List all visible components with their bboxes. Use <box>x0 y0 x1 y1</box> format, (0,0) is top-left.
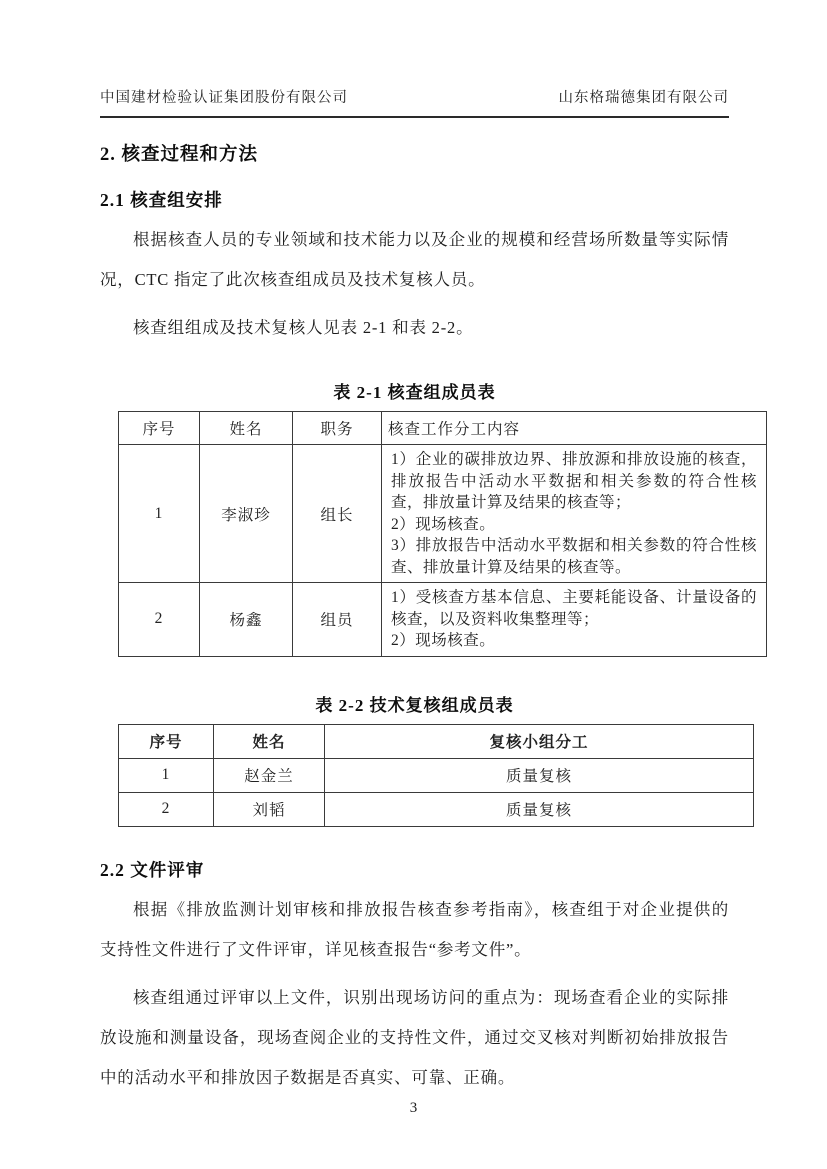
cell-no: 2 <box>119 583 200 657</box>
paragraph-site-visit-focus: 核查组通过评审以上文件，识别出现场访问的重点为：现场查看企业的实际排放设施和测量设备，现场查阅企业的支持性文件，通过交叉核对判断初始排放报告中的活动水平和排放因子数据是否真实、可靠、正确。 <box>100 987 729 1087</box>
table-header-row <box>119 724 754 758</box>
duty-line: 1）企业的碳排放边界、排放源和排放设施的核查，排放报告中活动水平数据和相关参数的符合性核查，排放量计算及结果的核查等； <box>391 451 757 511</box>
cell-no: 1 <box>119 445 200 583</box>
table-2-2-caption: 表 2-2 技术复核组成员表 <box>315 695 514 715</box>
cell-role: 组员 <box>293 583 382 657</box>
cell-duties <box>382 445 767 583</box>
cell-role: 组长 <box>293 445 382 583</box>
section-heading-2-2: 2.2 文件评审 <box>100 859 205 880</box>
section-heading-2-1: 2.1 核查组安排 <box>100 190 223 210</box>
table-row <box>119 758 754 792</box>
page-number: 3 <box>409 1100 418 1116</box>
section-heading-2: 2. 核查过程和方法 <box>100 145 259 165</box>
column-header-no: 序号 <box>119 724 214 758</box>
column-header-role: 职务 <box>293 412 382 445</box>
paragraph-verification-team: 根据核查人员的专业领域和技术能力以及企业的规模和经营场所数量等实际情况，CTC 指定了此次核查组成员及技术复核人员。 <box>100 230 729 289</box>
column-header-name: 姓名 <box>214 724 325 758</box>
duty-line: 3）排放报告中活动水平数据和相关参数的符合性核查、排放量计算及结果的核查等。 <box>391 537 757 576</box>
cell-name: 刘韬 <box>214 792 325 826</box>
cell-duty: 质量复核 <box>325 792 754 826</box>
table-header-row <box>119 412 767 445</box>
verification-team-table <box>118 411 767 657</box>
column-header-duty: 复核小组分工 <box>325 724 754 758</box>
table-row <box>119 792 754 826</box>
duty-line: 2）现场核查。 <box>391 632 496 649</box>
column-header-name: 姓名 <box>200 412 293 445</box>
table-row <box>119 583 767 657</box>
cell-no: 2 <box>119 792 214 826</box>
cell-name: 李淑珍 <box>200 445 293 583</box>
column-header-duties: 核查工作分工内容 <box>382 412 767 445</box>
duty-line: 1）受核查方基本信息、主要耗能设备、计量设备的核查，以及资料收集整理等； <box>391 589 757 628</box>
header-left-company: 中国建材检验认证集团股份有限公司 <box>100 90 348 106</box>
duty-line: 2）现场核查。 <box>391 515 496 533</box>
cell-duty: 质量复核 <box>325 758 754 792</box>
running-header <box>100 86 729 118</box>
table-row <box>119 445 767 583</box>
cell-duties <box>382 583 767 657</box>
cell-no: 1 <box>119 758 214 792</box>
paragraph-table-reference: 核查组组成及技术复核人见表 2-1 和表 2-2。 <box>133 318 474 337</box>
header-right-company: 山东格瑞德集团有限公司 <box>558 90 729 106</box>
column-header-no: 序号 <box>119 412 200 445</box>
cell-name: 赵金兰 <box>214 758 325 792</box>
cell-name: 杨鑫 <box>200 583 293 657</box>
technical-review-table <box>118 724 754 827</box>
paragraph-document-review: 根据《排放监测计划审核和排放报告核查参考指南》，核查组于对企业提供的支持性文件进行了文件评审，详见核查报告“参考文件”。 <box>100 899 729 959</box>
table-2-1-caption: 表 2-1 核查组成员表 <box>333 383 496 402</box>
